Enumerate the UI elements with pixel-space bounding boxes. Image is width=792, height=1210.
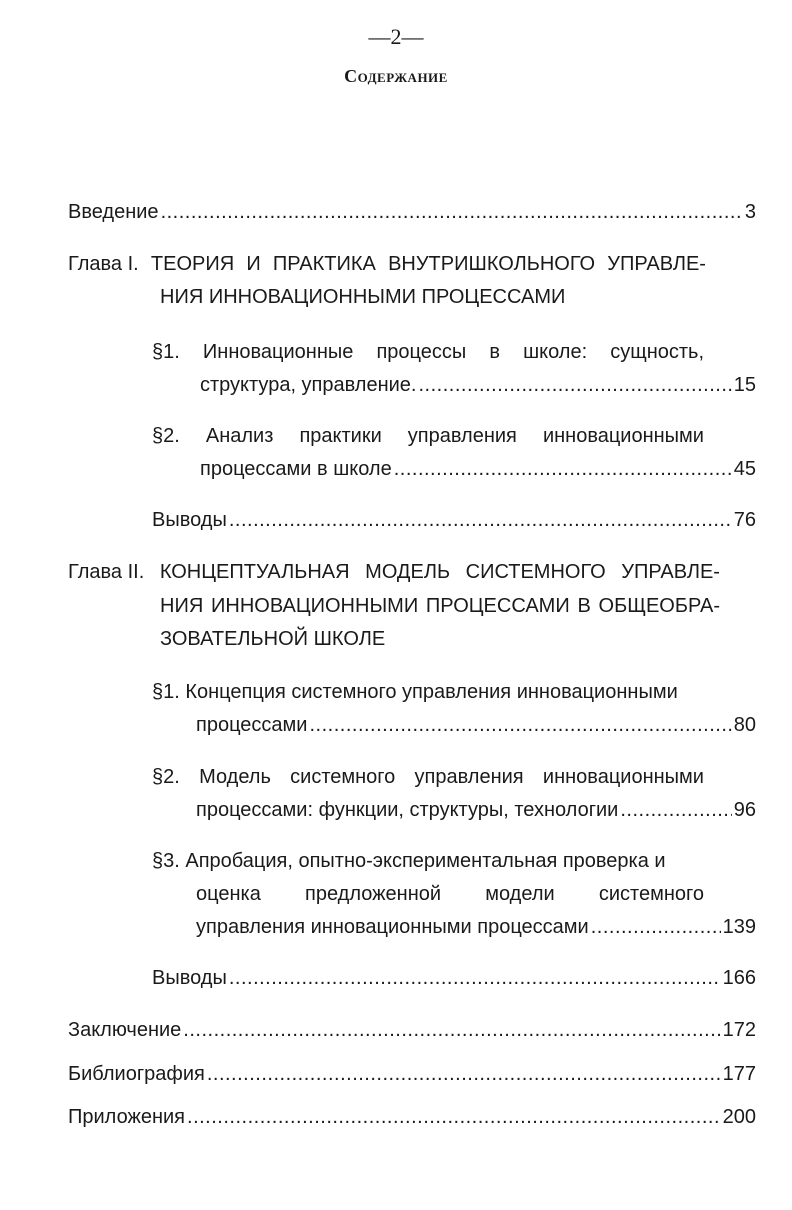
word: ИННОВАЦИОННЫМИ <box>211 595 419 617</box>
word: школе: <box>523 341 588 363</box>
dot-leader <box>620 798 731 822</box>
word: предложенной <box>305 883 442 905</box>
toc-entry-label: Выводы <box>152 967 227 989</box>
chapter-1-section-1-entry[interactable] <box>200 373 756 397</box>
page-number: —2— <box>368 24 424 49</box>
word: ВНУТРИШКОЛЬНОГО <box>388 253 596 275</box>
word: в <box>489 341 500 363</box>
dot-leader <box>183 1018 720 1042</box>
toc-entry-page: 15 <box>733 374 756 396</box>
toc-entry-appendices[interactable] <box>68 1105 756 1129</box>
word: КОНЦЕПТУАЛЬНАЯ <box>159 561 350 583</box>
word: В <box>577 595 591 617</box>
word: ПРОЦЕССАМИ <box>425 595 570 617</box>
word: оценка <box>196 883 261 905</box>
word: модели <box>485 883 555 905</box>
word: СИСТЕМНОГО <box>465 561 606 583</box>
word: УПРАВЛЕ- <box>607 253 706 275</box>
word: И <box>246 253 261 275</box>
word: сущность, <box>610 341 704 363</box>
toc-entry-label: процессами: функции, структуры, технологии <box>196 799 619 821</box>
word: практики <box>299 425 382 447</box>
word: управления <box>407 425 517 447</box>
toc-entry-page: 76 <box>733 509 756 531</box>
chapter-2-section-3-entry[interactable] <box>196 915 756 939</box>
word: ТЕОРИЯ <box>150 253 235 275</box>
word: системного <box>598 883 704 905</box>
toc-entry-page: 45 <box>733 458 756 480</box>
word: Модель <box>199 766 271 788</box>
word: МОДЕЛЬ <box>365 561 451 583</box>
toc-entry-label: управления инновационными процессами <box>196 916 589 938</box>
dot-leader <box>418 373 731 397</box>
chapter-1-section-1-line-1 <box>152 340 704 364</box>
toc-entry-page: 177 <box>722 1063 756 1085</box>
word: Глава I. <box>68 253 139 275</box>
word: управления <box>414 766 524 788</box>
toc-entry-page: 96 <box>733 799 756 821</box>
chapter-2-section-3-line-1: §3. Апробация, опытно-экспериментальная проверка и <box>152 850 666 872</box>
toc-entry-label: процессами в школе <box>200 458 392 480</box>
dot-leader <box>591 915 721 939</box>
toc-entry-page: 200 <box>722 1106 756 1128</box>
chapter-2-section-2-line-1 <box>152 765 704 789</box>
word: Анализ <box>205 425 274 447</box>
toc-entry-label: структура, управление. <box>200 374 417 396</box>
dot-leader <box>309 713 731 737</box>
chapter-2-heading-line-3: ЗОВАТЕЛЬНОЙ ШКОЛЕ <box>160 628 386 650</box>
word: процессы <box>376 341 467 363</box>
word: §1. <box>152 341 180 363</box>
chapter-1-heading-line-1 <box>68 252 706 276</box>
toc-entry-intro[interactable] <box>68 200 756 224</box>
word: §2. <box>152 425 180 447</box>
chapter-2-section-1-entry[interactable] <box>196 713 756 737</box>
chapter-1-conclusions-entry[interactable] <box>152 508 756 532</box>
word: НИЯ <box>160 595 204 617</box>
chapter-2-section-1-line-1: §1. Концепция системного управления инновационными <box>152 681 678 703</box>
word: ОБЩЕОБРА- <box>598 595 720 617</box>
dot-leader <box>161 200 743 224</box>
chapter-2-section-3-line-2 <box>196 882 704 906</box>
word: УПРАВЛЕ- <box>621 561 720 583</box>
dot-leader <box>229 508 732 532</box>
dot-leader <box>394 457 732 481</box>
chapter-1-section-2-entry[interactable] <box>200 457 756 481</box>
toc-entry-label: Заключение <box>68 1019 182 1041</box>
toc-entry-page: 80 <box>733 714 756 736</box>
chapter-2-conclusions-entry[interactable] <box>152 966 756 990</box>
toc-entry-label: процессами <box>196 714 308 736</box>
word: системного <box>290 766 396 788</box>
dot-leader <box>207 1062 721 1086</box>
word: Инновационные <box>202 341 354 363</box>
word: Глава II. <box>68 561 145 583</box>
chapter-2-heading-line-1 <box>68 560 720 584</box>
toc-entry-page: 139 <box>722 916 756 938</box>
dot-leader <box>187 1105 721 1129</box>
chapter-1-heading-line-2: НИЯ ИННОВАЦИОННЫМИ ПРОЦЕССАМИ <box>160 286 566 308</box>
toc-entry-page: 3 <box>744 201 756 223</box>
toc-title: Содержание <box>344 66 448 86</box>
word: ПРАКТИКА <box>272 253 376 275</box>
word: инновационными <box>542 425 704 447</box>
toc-entry-page: 172 <box>722 1019 756 1041</box>
toc-entry-label: Библиография <box>68 1063 205 1085</box>
chapter-1-section-2-line-1 <box>152 424 704 448</box>
toc-entry-label: Выводы <box>152 509 227 531</box>
toc-entry-label: Введение <box>68 201 159 223</box>
word: §2. <box>152 766 180 788</box>
toc-entry-label: Приложения <box>68 1106 186 1128</box>
toc-entry-page: 166 <box>722 967 756 989</box>
word: инновационными <box>542 766 704 788</box>
chapter-2-heading-line-2 <box>160 594 720 618</box>
chapter-2-section-2-entry[interactable] <box>196 798 756 822</box>
toc-entry-bibliography[interactable] <box>68 1062 756 1086</box>
toc-entry-conclusion[interactable] <box>68 1018 756 1042</box>
dot-leader <box>229 966 721 990</box>
